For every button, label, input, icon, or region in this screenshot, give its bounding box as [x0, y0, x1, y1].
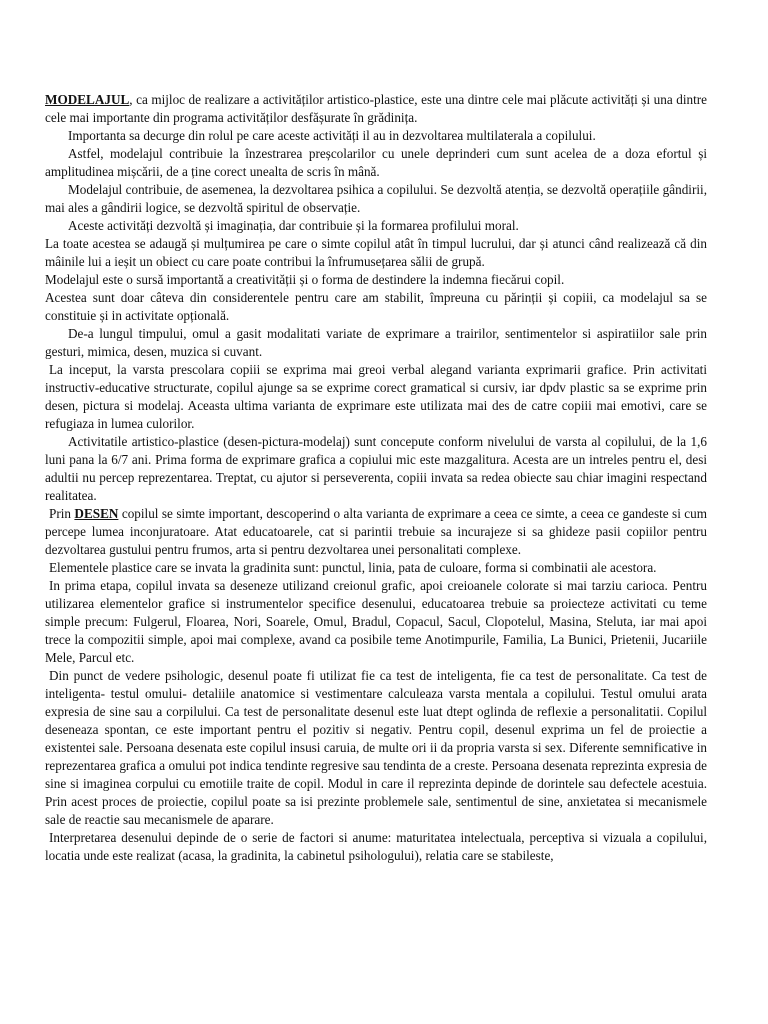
paragraph-exprimare: De-a lungul timpului, omul a gasit modalitati variate de exprimare a trairilor, sentimentelor si aspiratiilor sale prin gesturi, mimica, desen, muzica si cuvant. — [45, 326, 707, 359]
paragraph-activitati-artistice: Activitatile artistico-plastice (desen-pictura-modelaj) sunt concepute conform nivelului de varsta al copilului, de la 1,6 luni pana la 6/7 ani. Prima forma de exprimare grafica a copiului mic este mazgalitura. Acesta are un intreles pentru el, desi adultii nu percep reprezentarea. Treptat, cu ajutor si perseverenta, copiii invata sa redea obiecte sau chiar imagini respectand realitatea. — [45, 434, 707, 503]
paragraph-desen — [45, 505, 707, 559]
paragraph-considerente: Acestea sunt doar câteva din considerentele pentru care am stabilit, împreuna cu părinții și copiii, ca modelajul sa se constituie și in activitate opțională. — [45, 290, 707, 323]
paragraph-varsta-prescolara: La inceput, la varsta prescolara copiii se exprima mai greoi verbal alegand varianta exprimarii grafice. Prin activitati instructiv-educative structurate, copilul ajunge sa se exprime corect gramatical si cursiv, iar dpdv plastic sa se exprime prin desen, pictura si modelaj. Aceasta ultima varianta de exprimare este utilizata mai des de catre copiii mai emotivi, care se refugiaza in lumea culorilor. — [45, 362, 707, 431]
paragraph-creativitate: Modelajul este o sursă importantă a creativității și o forma de destindere la indemna fiecărui copil. — [45, 272, 565, 287]
paragraph-dezvoltare-psihica: Modelajul contribuie, de asemenea, la dezvoltarea psihica a copilului. Se dezvoltă atenția, se dezvoltă operațiile gândirii, mai ales a gândirii logice, se dezvoltă spiritul de observație. — [45, 182, 707, 215]
paragraph-importanta: Importanta sa decurge din rolul pe care aceste activități il au in dezvoltarea multilaterala a copilului. — [68, 128, 596, 143]
keyword-modelajul: MODELAJUL — [45, 92, 130, 107]
paragraph-imaginatie: Aceste activități dezvoltă și imaginația, dar contribuie și la formarea profilului moral. — [68, 218, 519, 233]
document-page — [45, 91, 707, 865]
paragraph-prima-etapa: In prima etapa, copilul invata sa deseneze utilizand creionul grafic, apoi creioanele colorate si mai tarziu carioca. Pentru utilizarea elementelor grafice si instrumentelor specifice desenului, educatoarea trebuie sa proiecteze activitati cu teme simple precum: Fulgerul, Floarea, Nori, Soarele, Omul, Bradul, Copacul, Sacul, Clopotelul, Masina, Steluta, iar mai apoi trece la compozitii simple, apoi mai complexe, avand ca posibile teme Anotimpurile, Familia, La Bunici, Prietenii, Jucariile Mele, Parcul etc. — [45, 578, 707, 665]
paragraph-modelajul-intro — [45, 91, 707, 127]
paragraph-text: Prin — [49, 506, 75, 521]
paragraph-astfel: Astfel, modelajul contribuie la înzestrarea preșcolarilor cu unele deprinderi cum sunt acelea de a doza efortul și amplitudinea mișcării, de a ține corect unealta de scris în mână. — [45, 146, 707, 179]
keyword-desen: DESEN — [74, 506, 119, 521]
paragraph-text: , ca mijloc de realizare a activităților artistico-plastice, este una dintre cele mai plăcute activități și una dintre cele mai importante din programa activităților desfășurate în grădinița. — [45, 92, 707, 125]
paragraph-interpretare: Interpretarea desenului depinde de o serie de factori si anume: maturitatea intelectuala, perceptiva si vizuala a copilului, locatia unde este realizat (acasa, la gradinita, la cabinetul psihologului), relatia care se stabileste, — [45, 830, 707, 863]
paragraph-psihologic: Din punct de vedere psihologic, desenul poate fi utilizat fie ca test de inteligenta, fie ca test de personalitate. Ca test de inteligenta- testul omului- detaliile anatomice si vestimentare calculeaza varsta mentala a copilului. Testul omului arata expresia de sine sau a corpilului. Ca test de personalitate desenul este luat dtept oglinda de reflexie a personalitatii. Copilul deseneaza spontan, ce este important pentru el pozitiv si negativ. Pentru copil, desenul exprima un fel de proiectie a existentei sale. Persoana desenata este copilul insusi caruia, de multe ori ii da propria varsta si sex. Diferente semnificative in reprezentarea grafica a omului pot indica tendinte regresive sau tendinta de a creste. Persoana desenata reprezinta expresia de sine si imaginea corpului cu emotiile traite de copil. Modul in care il reprezinta depinde de dorintele sau defectele acestuia. Prin acest proces de proiectie, copilul poate sa isi prezinte problemele sale, sentimentul de sine, anxietatea si mecanismele sale de reactie sau mecanismele de aparare. — [45, 668, 707, 827]
paragraph-multumire: La toate acestea se adaugă și mulțumirea pe care o simte copilul atât în timpul lucrului, dar și atunci când realizează că din mâinile lui a ieșit un obiect cu care poate contribui la înfrumusețarea sălii de grupă. — [45, 236, 707, 269]
paragraph-text: copilul se simte important, descoperind o alta varianta de exprimare a ceea ce simte, a ceea ce gandeste si cum percepe lumea inconjuratoare. Atat educatoarele, cat si parintii trebuie sa incurajeze si sa ghideze pasii copiilor pentru dezvoltarea gustului pentru frumos, arta si pentru dezvoltarea unei personalitati complexe. — [45, 506, 707, 557]
paragraph-elemente-plastice: Elementele plastice care se invata la gradinita sunt: punctul, linia, pata de culoare, forma si combinatii ale acestora. — [49, 560, 657, 575]
